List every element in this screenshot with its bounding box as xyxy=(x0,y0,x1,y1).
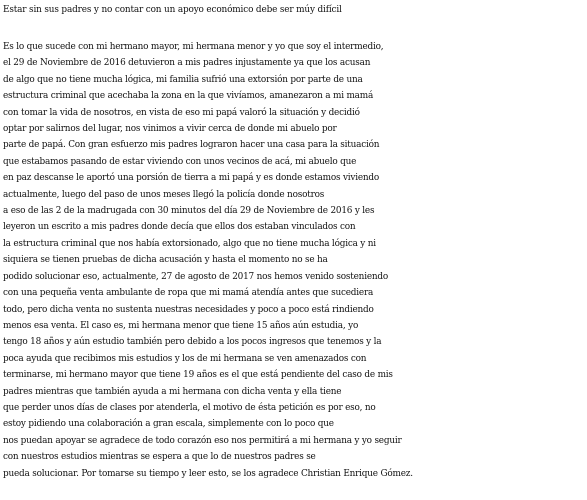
body-line: nos puedan apoyar se agradece de todo corazón eso nos permitirá a mi hermana y yo seguir xyxy=(3,435,402,446)
document xyxy=(3,0,585,482)
body-line: todo, pero dicha venta no sustenta nuestras necesidades y poco a poco está rindiendo xyxy=(3,304,374,315)
body-line: en paz descanse le aportó una porsión de tierra a mi papá y es donde estamos viviendo xyxy=(3,173,380,184)
body-line: padres mientras que también ayuda a mi hermana con dicha venta y ella tiene xyxy=(3,386,342,397)
body-line: terminarse, mi hermano mayor que tiene 19 años es el que está pendiente del caso de mis xyxy=(3,370,393,381)
body-line: actualmente, luego del paso de unos meses llegó la policía donde nosotros xyxy=(3,189,325,200)
body-line: tengo 18 años y aún estudio también pero debido a los pocos ingresos que tenemos y la xyxy=(3,337,382,348)
body-line: leyeron un escrito a mis padres donde decía que ellos dos estaban vinculados con xyxy=(3,222,356,233)
body-line: siquiera se tienen pruebas de dicha acusación y hasta el momento no se ha xyxy=(3,255,328,266)
body-line: de algo que no tiene mucha lógica, mi familia sufrió una extorsión por parte de una xyxy=(3,74,363,85)
body-line: con nuestros estudios mientras se espera a que lo de nuestros padres se xyxy=(3,452,316,463)
body-line: estructura criminal que acechaba la zona en la que vivíamos, amanezaron a mi mamá xyxy=(3,91,374,102)
body-line: parte de papá. Con gran esfuerzo mis padres lograron hacer una casa para la situación xyxy=(3,140,380,151)
body-line: estoy pidiendo una colaboración a gran escala, simplemente con lo poco que xyxy=(3,419,334,430)
body-line: que perder unos días de clases por atenderla, el motivo de ésta petición es por eso, no xyxy=(3,402,376,413)
body-line: podido solucionar eso, actualmente, 27 de agosto de 2017 nos hemos venido sosteniendo xyxy=(3,271,389,282)
body-line: pueda solucionar. Por tomarse su tiempo y leer esto, se los agradece Christian Enrique Gómez. xyxy=(3,468,413,479)
body-line: poca ayuda que recibimos mis estudios y los de mi hermana se ven amenazados con xyxy=(3,353,367,364)
body-line: menos esa venta. El caso es, mi hermana menor que tiene 15 años aún estudia, yo xyxy=(3,320,359,331)
body-line: que estabamos pasando de estar viviendo con unos vecinos de acá, mi abuelo que xyxy=(3,156,357,167)
body-line: el 29 de Noviembre de 2016 detuvieron a mis padres injustamente ya que los acusan xyxy=(3,58,371,69)
document-body xyxy=(3,39,585,482)
body-line: a eso de las 2 de la madrugada con 30 minutos del día 29 de Noviembre de 2016 y les xyxy=(3,206,375,217)
body-line: la estructura criminal que nos había extorsionado, algo que no tiene mucha lógica y ni xyxy=(3,238,376,249)
body-line: optar por salirnos del lugar, nos vinimos a vivir cerca de donde mi abuelo por xyxy=(3,124,337,135)
body-line: Es lo que sucede con mi hermano mayor, mi hermana menor y yo que soy el intermedio, xyxy=(3,42,384,52)
document-title: Estar sin sus padres y no contar con un apoyo económico debe ser múy difícil xyxy=(3,5,342,15)
body-line: con una pequeña venta ambulante de ropa que mi mamá atendía antes que sucediera xyxy=(3,288,374,299)
body-line: con tomar la vida de nosotros, en vista de eso mi papá valoró la situación y decidió xyxy=(3,107,360,118)
